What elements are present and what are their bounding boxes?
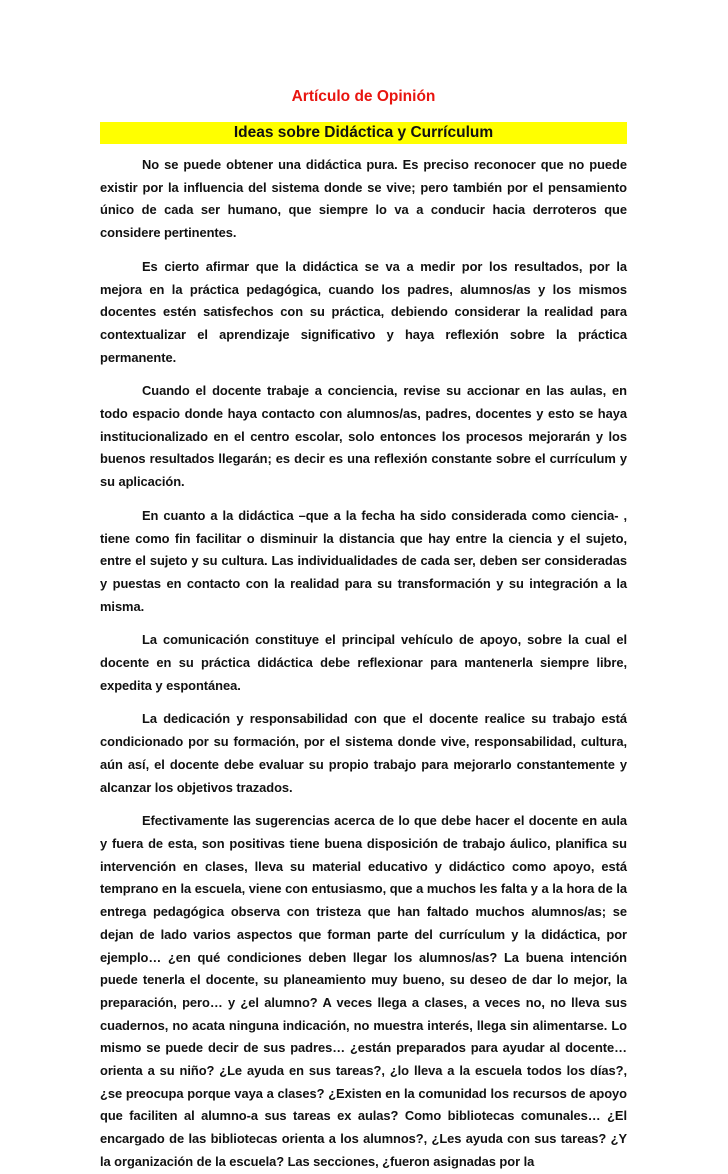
article-subtitle-highlight: Ideas sobre Didáctica y Currículum <box>100 122 627 144</box>
paragraph-4: En cuanto a la didáctica –que a la fecha ha sido considerada como ciencia- , tiene como fin facilitar o disminuir la distancia que hay entre la ciencia y el sujeto, entre el sujeto y su cultura. Las individualidades de cada ser, deben ser consideradas y puestas en contacto con la realidad para su transformación y su integración a la misma. <box>100 507 627 614</box>
paragraph-3: Cuando el docente trabaje a conciencia, revise su accionar en las aulas, en todo espacio donde haya contacto con alumnos/as, padres, docentes y esto se haya institucionalizado en el centro escolar, solo entonces los procesos mejorarán y los buenos resultados llegarán; es decir es una reflexión constante sobre el currículum y su aplicación. <box>100 383 627 490</box>
paragraph-7: Efectivamente las sugerencias acerca de lo que debe hacer el docente en aula y fuera de esta, son positivas tiene buena disposición de trabajo áulico, planifica su intervención en clases, lleva su material educativo y didáctico como apoyo, está temprano en la escuela, viene con entusiasmo, que a muchos les falta y a la hora de la entrega pedagógica observa con tristeza que han faltado muchos alumnos/as; se dejan de lado varios aspectos que forman parte del currículum y la didáctica, por ejemplo… ¿en qué condiciones deben llegar los alumnos/as? La buena intención puede tenerla el docente, su planeamiento muy bueno, su deseo de dar lo mejor, la preparación, pero… y ¿el alumno? A veces llega a clases, a veces no, no lleva sus cuadernos, no acata ninguna indicación, no muestra interés, llega sin alimentarse. Lo mismo se puede decir de sus padres… ¿están preparados para ayudar al docente… orienta a su niño? ¿Le ayuda en sus tareas?, ¿lo lleva a la escuela todos los días?, ¿se preocupa porque vaya a clases? ¿Existen en la comunidad los recursos de apoyo que faciliten al alumno-a sus tareas ex aulas? Como bibliotecas comunales… ¿El encargado de las bibliotecas orienta a los alumnos?, ¿Les ayuda con sus tareas? ¿Y la organización de la escuela? Las secciones, ¿fueron asignadas por la <box>100 813 627 1169</box>
paragraph-6: La dedicación y responsabilidad con que el docente realice su trabajo está condicionado por su formación, por el sistema donde vive, responsabilidad, cultura, aún así, el docente debe evaluar su propio trabajo para mejorarlo constantemente y alcanzar los objetivos trazados. <box>100 711 627 795</box>
article-body <box>100 154 627 1174</box>
paragraph-2: Es cierto afirmar que la didáctica se va a medir por los resultados, por la mejora en la práctica pedagógica, cuando los padres, alumnos/as y los mismos docentes estén satisfechos con su práctica, debiendo considerar la realidad para contextualizar el aprendizaje significativo y haya reflexión sobre la práctica permanente. <box>100 258 627 365</box>
paragraph-5: La comunicación constituye el principal vehículo de apoyo, sobre la cual el docente en su práctica didáctica debe reflexionar para mantenerla siempre libre, expedita y espontánea. <box>100 632 627 693</box>
article-title: Artículo de Opinión <box>291 88 436 105</box>
paragraph-1: No se puede obtener una didáctica pura. Es preciso reconocer que no puede existir por la influencia del sistema donde se vive; pero también por el pensamiento único de cada ser humano, que siempre lo va a conducir hacia derroteros que considere pertinentes. <box>100 157 627 241</box>
